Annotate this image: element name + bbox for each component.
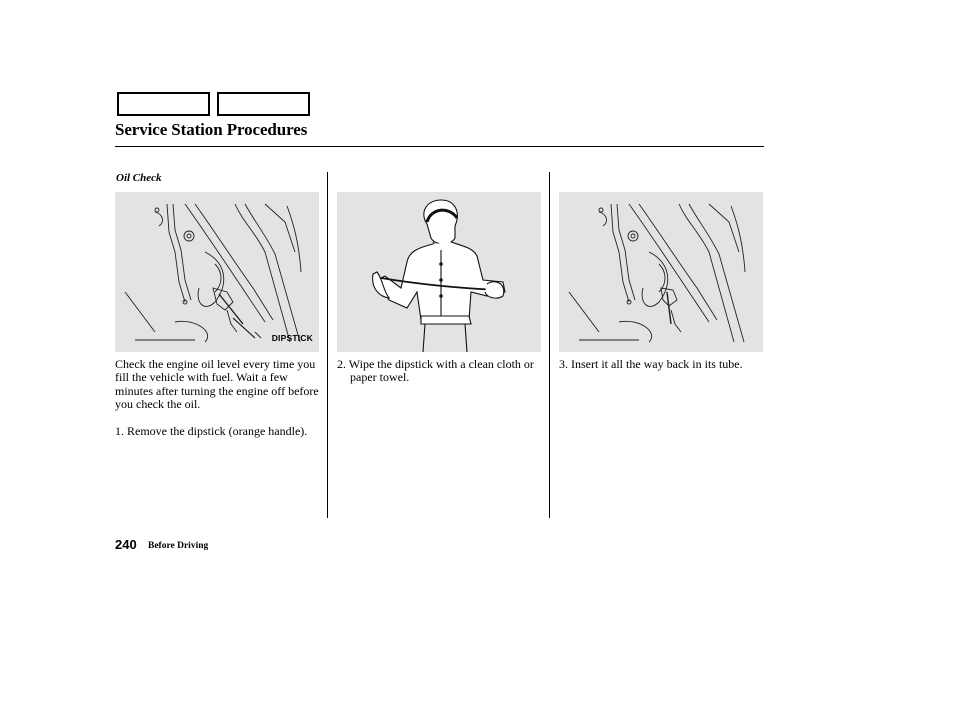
- column-divider-1: [327, 172, 328, 518]
- page-title: Service Station Procedures: [115, 120, 308, 139]
- header-tab-box-left: [117, 92, 210, 116]
- page-number: 240: [115, 537, 137, 552]
- step-3-text: 3. Insert it all the way back in its tube.: [559, 357, 743, 371]
- intro-paragraph: Check the engine oil level every time you fill the vehicle with fuel. Wait a few minutes after turning the engine off before you check the oil.: [115, 357, 319, 412]
- column-divider-2: [549, 172, 550, 518]
- person-wiping-dipstick-illustration: [337, 192, 541, 352]
- title-divider: [115, 146, 764, 147]
- section-subheading: Oil Check: [116, 172, 162, 184]
- header-tab-box-right: [217, 92, 310, 116]
- footer-section-name: Before Driving: [148, 541, 209, 551]
- step-2-text: 2. Wipe the dipstick with a clean cloth or paper towel.: [337, 357, 534, 385]
- dipstick-callout-label: DIPSTICK: [271, 333, 313, 343]
- engine-dipstick-inserted-illustration: [559, 192, 763, 352]
- step-1-text: 1. Remove the dipstick (orange handle).: [115, 424, 308, 438]
- engine-dipstick-illustration: [115, 192, 319, 352]
